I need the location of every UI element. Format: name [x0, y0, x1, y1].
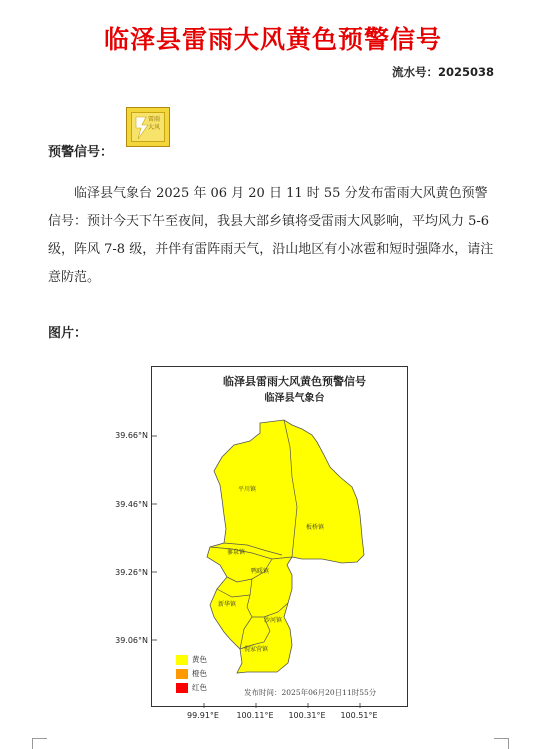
town-label: 蓼泉镇: [227, 549, 246, 556]
thunderstorm-gale-yellow-badge-icon: [126, 107, 170, 147]
warning-signal-label: 预警信号：: [48, 145, 114, 160]
image-label: 图片：: [48, 326, 88, 341]
page-corner-mark: [494, 738, 509, 749]
town-label: 倪家营镇: [244, 646, 269, 653]
legend-swatch: [176, 655, 188, 665]
town-label: 鸭暖镇: [251, 568, 270, 575]
map-title: 临泽县雷雨大风黄色预警信号: [223, 375, 366, 388]
legend-label: 红色: [192, 683, 207, 692]
lat-label: 39.46°N: [115, 500, 148, 509]
town-label: 沙河镇: [264, 617, 283, 624]
serial-number: 流水号：2025038: [391, 65, 494, 79]
warning-body-text: 临泽县气象台 2025 年 06 月 20 日 11 时 55 分发布雷雨大风黄色预警信号：预计今天下午至夜间，我县大部乡镇将受雷雨大风影响，平均风力 5-6 级，阵风 7-8 级，并伴有雷阵雨天气，沿山地区有小冰雹和短时强降水，请注意防范。: [48, 186, 494, 285]
town-label: 板桥镇: [306, 524, 325, 531]
warning-map: [151, 366, 408, 707]
map-graphic: [152, 367, 409, 708]
lat-label: 39.66°N: [115, 431, 148, 440]
legend-swatch: [176, 683, 188, 693]
page-corner-mark: [32, 738, 47, 749]
badge-text: 雷雨大风: [147, 116, 160, 131]
legend-label: 黄色: [192, 655, 207, 664]
lat-label: 39.06°N: [115, 636, 148, 645]
lon-label: 100.31°E: [288, 711, 326, 720]
page-title: 临泽县雷雨大风黄色预警信号: [103, 25, 442, 54]
town-label: 平川镇: [238, 486, 257, 493]
lat-label: 39.26°N: [115, 568, 148, 577]
legend-label: 橙色: [192, 669, 207, 678]
lon-label: 100.11°E: [236, 711, 274, 720]
town-label: 新华镇: [218, 601, 237, 608]
lon-label: 100.51°E: [340, 711, 378, 720]
legend-swatch: [176, 669, 188, 679]
issue-time: 发布时间：2025年06月20日11时55分: [244, 688, 377, 697]
lon-label: 99.91°E: [187, 711, 219, 720]
map-subtitle: 临泽县气象台: [264, 393, 325, 404]
